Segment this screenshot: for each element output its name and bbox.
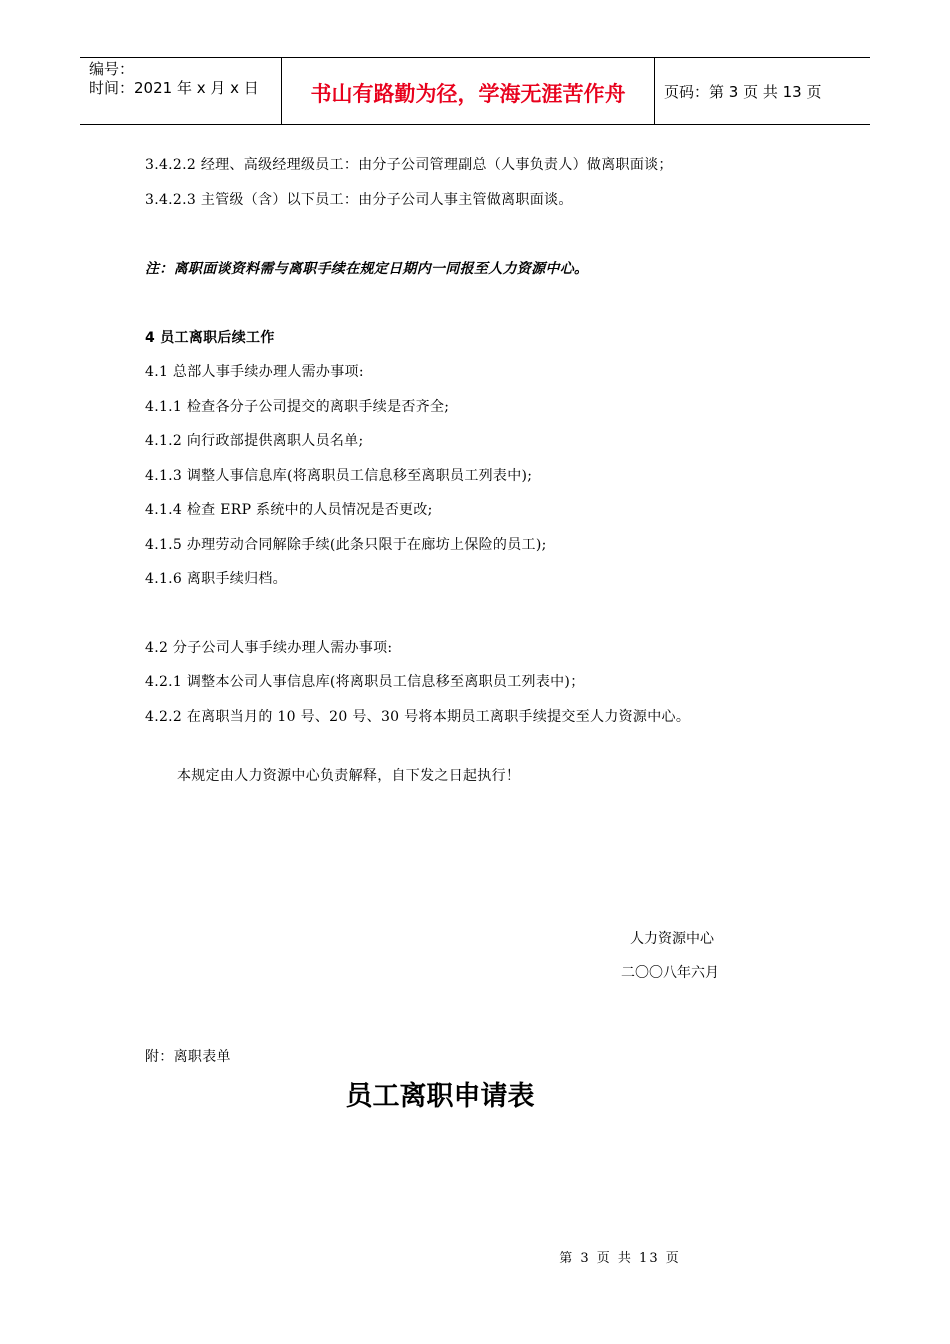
- clause-4-2-1: 4.2.1 调整本公司人事信息库(将离职员工信息移至离职员工列表中)；: [145, 674, 585, 690]
- clause-4-1-4: 4.1.4 检查 ERP 系统中的人员情况是否更改;: [145, 502, 433, 518]
- clause-4-1-6: 4.1.6 离职手续归档。: [145, 571, 287, 587]
- clause-4-1-1: 4.1.1 检查各分子公司提交的离职手续是否齐全;: [145, 399, 450, 415]
- page-footer: 第 3 页 共 13 页: [559, 1251, 681, 1266]
- clause-3-4-2-3: 3.4.2.3 主管级（含）以下员工：由分子公司人事主管做离职面谈。: [145, 192, 573, 208]
- note-text: 注：离职面谈资料需与离职手续在规定日期内一同报至人力资源中心。: [145, 261, 589, 277]
- document-time: 时间：2021 年 x 月 x 日: [89, 79, 259, 97]
- clause-4-2: 4.2 分子公司人事手续办理人需办事项:: [145, 640, 393, 656]
- clause-4-1-5: 4.1.5 办理劳动合同解除手续(此条只限于在廊坊上保险的员工);: [145, 537, 547, 553]
- header-meta: [80, 58, 282, 124]
- document-number: 编号：: [89, 60, 135, 78]
- clause-4-1-3: 4.1.3 调整人事信息库(将离职员工信息移至离职员工列表中);: [145, 468, 533, 484]
- header-page-info: 页码：第 3 页 共 13 页: [664, 82, 822, 101]
- clause-4-1: 4.1 总部人事手续办理人需办事项:: [145, 364, 364, 380]
- section-4-heading: 4 员工离职后续工作: [145, 330, 275, 346]
- signature-date: 二〇〇八年六月: [621, 965, 719, 981]
- clause-4-1-2: 4.1.2 向行政部提供离职人员名单;: [145, 433, 364, 449]
- form-title: 员工离职申请表: [345, 1081, 535, 1112]
- closing-statement: 本规定由人力资源中心负责解释，自下发之日起执行！: [177, 768, 521, 784]
- signature-department: 人力资源中心: [630, 931, 714, 947]
- clause-4-2-2: 4.2.2 在离职当月的 10 号、20 号、30 号将本期员工离职手续提交至人力资源中心。: [145, 709, 691, 725]
- clause-3-4-2-2: 3.4.2.2 经理、高级经理级员工：由分子公司管理副总（人事负责人）做离职面谈；: [145, 157, 673, 173]
- header-motto: 书山有路勤为径，学海无涯苦作舟: [282, 58, 655, 124]
- attachment-label: 附：离职表单: [145, 1049, 231, 1065]
- page-header: [80, 57, 870, 125]
